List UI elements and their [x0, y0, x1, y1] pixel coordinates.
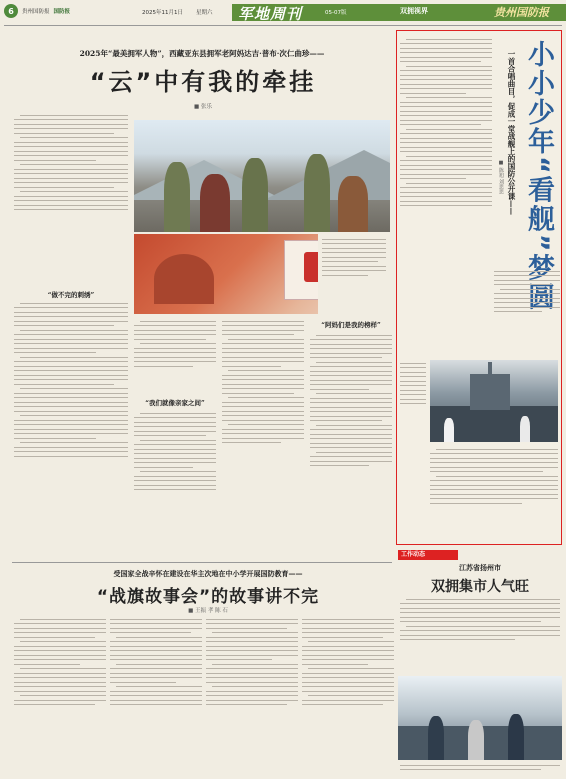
issue-weekday: 星期六: [196, 10, 213, 16]
feature-headline: 小小少年“看舰”梦圆: [523, 40, 554, 312]
story3-text: [400, 596, 560, 672]
feature-byline: ■ 陈旭 刘思思: [498, 160, 504, 195]
story2-col3-text: [206, 616, 298, 772]
story3-headline: 双拥集市人气旺: [431, 579, 529, 595]
masthead-left: [4, 4, 70, 18]
masthead: [0, 0, 566, 24]
story2-byline: ■ 王振 孝 陈 石: [188, 608, 228, 614]
story1-col2-text-2: [134, 410, 216, 558]
figure-soldier: [164, 162, 190, 232]
column-pages: 05-07版: [325, 10, 347, 16]
page-number-badge: 6: [4, 4, 18, 18]
story1-photo-soldiers: [134, 120, 390, 232]
story1-subhead-1: “做不完的刺绣”: [47, 291, 95, 299]
story3-photo-fair: [398, 676, 562, 760]
section-code: 国防报: [53, 9, 71, 15]
feature-text-col3: [400, 360, 426, 540]
section-tag: 工作动态: [398, 550, 458, 560]
feature-kicker: 一首合唱曲目，促成一堂战舰上的国防公开课——: [507, 50, 516, 215]
feature-text-col2: [494, 268, 560, 356]
story1-kicker: 2025年“最美拥军人物”，西藏亚东县拥军老阿妈达吉·普布·次仁曲珍——: [79, 49, 325, 58]
story1-photo-caption: [318, 234, 390, 314]
paper-logo: 贵州国防报: [494, 6, 549, 19]
story2-col4-text: [302, 616, 394, 772]
paper-name: 贵州国防报: [22, 9, 50, 15]
story1-col1-text: [14, 112, 128, 282]
figure-soldier: [242, 158, 268, 232]
story2-kicker: 受国家全战辛怀在建设在华主次地在中小学开展国防教育——: [113, 569, 303, 578]
figure-soldier: [304, 154, 330, 232]
issue-date: 2025年11月1日: [142, 10, 183, 16]
feature-text-col1: [400, 36, 492, 354]
feature-text-col4: [430, 446, 558, 540]
section-divider: [12, 562, 392, 563]
story2-headline: “战旗故事会”的故事讲不完: [96, 587, 320, 607]
story3-kicker: 江苏省扬州市: [459, 563, 501, 572]
story1-col4-text: [310, 332, 392, 558]
story1-col3-text: [222, 318, 304, 558]
story1-subhead-2: “我们就像亲家之间”: [145, 399, 205, 407]
story2-col1-text: [14, 616, 106, 772]
story1-subhead-3: “阿妈们是我的榜样”: [321, 321, 381, 329]
column-subtitle: 双拥视界: [400, 7, 428, 15]
feature-photo-warship: [430, 360, 558, 442]
story1-headline: “云”中有我的牵挂: [89, 68, 317, 96]
story1-col1-text-2: [14, 300, 128, 558]
column-title: 军地周刊: [238, 5, 303, 23]
figure-elder: [338, 176, 368, 232]
top-rule: [4, 25, 562, 26]
story3-photo-caption: [400, 762, 560, 776]
figure-elder: [200, 174, 230, 232]
story2-col2-text: [110, 616, 202, 772]
story1-byline: ■ 张乐: [194, 104, 212, 110]
